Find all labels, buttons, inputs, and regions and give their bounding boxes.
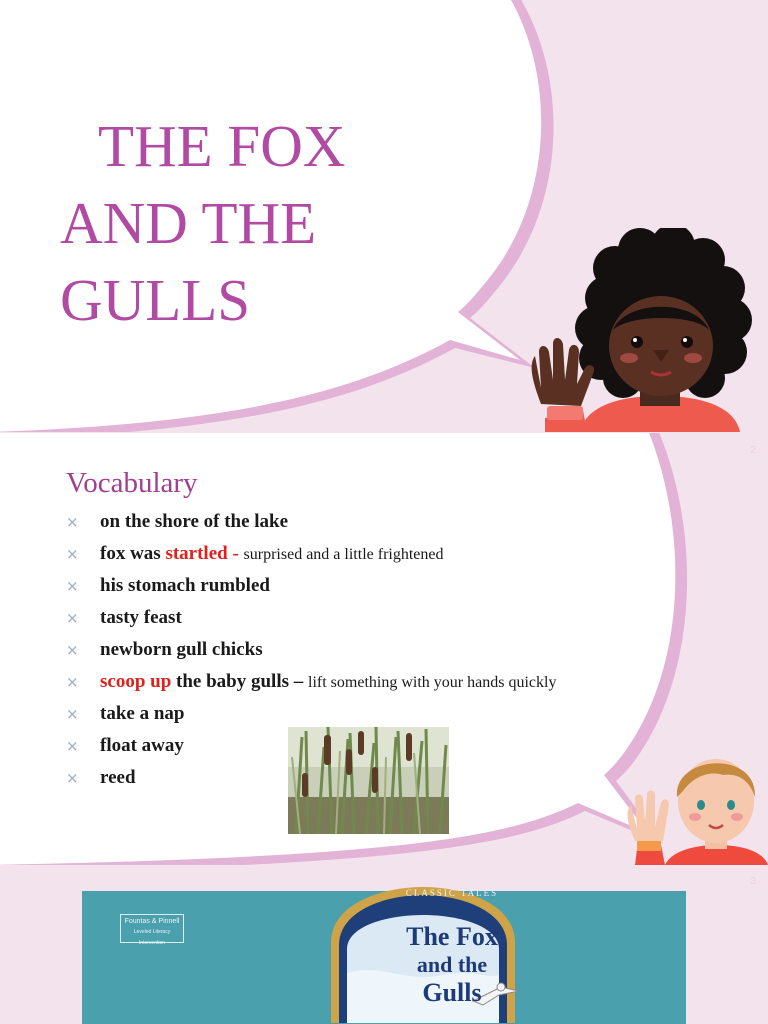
page-number: 3: [750, 876, 756, 887]
list-item: × his stomach rumbled: [66, 575, 270, 596]
title-slide: [0, 0, 768, 432]
list-item: × on the shore of the lake: [66, 511, 289, 532]
page-number: 2: [750, 445, 756, 456]
bullet-x-icon: ×: [66, 737, 79, 755]
bullet-x-icon: ×: [66, 609, 79, 627]
bullet-x-icon: ×: [66, 673, 79, 691]
list-item: × float away: [66, 735, 184, 756]
book-title: The Fox and the Gulls: [406, 922, 498, 1007]
bullet-x-icon: ×: [66, 513, 79, 531]
title-line-3: GULLS: [60, 267, 251, 333]
bullet-x-icon: ×: [66, 641, 79, 659]
list-item: × scoop up the baby gulls – lift something with your hands quickly: [66, 671, 557, 692]
title-line-1: THE FOX: [98, 113, 346, 179]
publisher-label: Fountas & Pinnell Leveled Literacy Intervention: [120, 914, 184, 943]
list-item: × tasty feast: [66, 607, 182, 628]
list-item: × fox was startled - surprised and a little frightened: [66, 543, 444, 564]
vocabulary-heading: Vocabulary: [66, 467, 198, 499]
bullet-x-icon: ×: [66, 705, 79, 723]
list-item: × reed: [66, 767, 136, 788]
reed-photo: [288, 727, 449, 834]
waving-boy-illustration: [625, 745, 768, 865]
list-item: × take a nap: [66, 703, 185, 724]
series-label: CLASSIC TALES: [405, 888, 499, 898]
highlight-word: scoop up: [100, 671, 172, 692]
waving-girl-illustration: [525, 228, 755, 432]
vocabulary-slide: [0, 433, 768, 865]
list-item: × newborn gull chicks: [66, 639, 263, 660]
bullet-x-icon: ×: [66, 769, 79, 787]
bullet-x-icon: ×: [66, 545, 79, 563]
highlight-word: startled -: [165, 543, 239, 564]
definition: surprised and a little frightened: [243, 546, 444, 563]
book-cover-slide: [0, 866, 768, 1024]
title-line-2: AND THE: [60, 190, 317, 256]
presentation-title: [60, 108, 345, 339]
bullet-x-icon: ×: [66, 577, 79, 595]
definition: lift something with your hands quickly: [308, 674, 557, 691]
